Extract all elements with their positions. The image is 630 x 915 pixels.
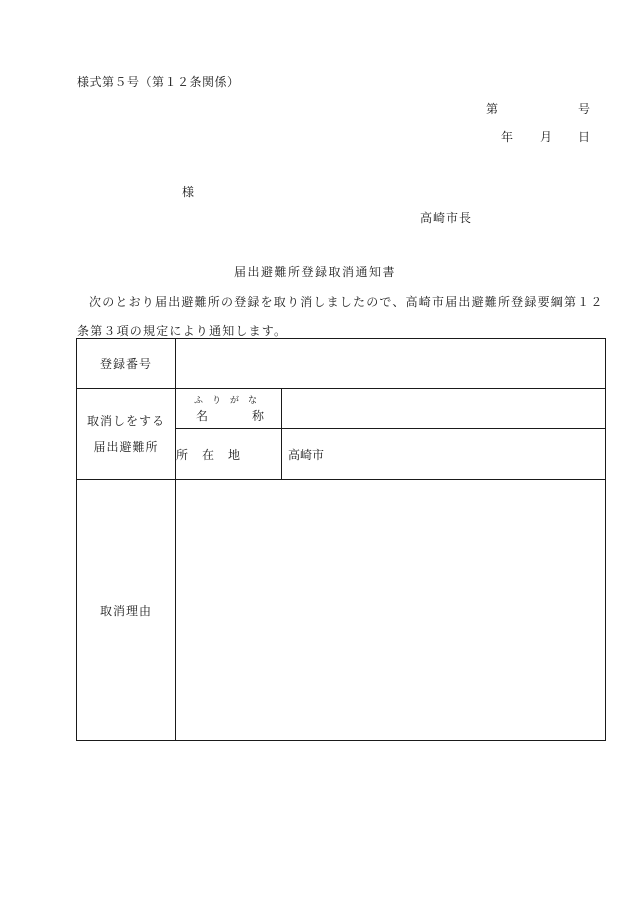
location-label-char3: 地: [228, 447, 241, 462]
document-number-suffix: 号: [578, 102, 591, 116]
addressee-honorific: 様: [182, 185, 195, 199]
name-label: [176, 408, 281, 424]
cancellation-form-table: [76, 338, 606, 741]
name-label-part1: 名: [196, 408, 209, 423]
cancel-reason-value[interactable]: [176, 480, 606, 741]
registration-number-row: [77, 339, 606, 389]
shelter-name-label: [176, 389, 282, 429]
document-number-prefix: 第: [486, 102, 499, 116]
cancel-target-label-line2: 届出避難所: [93, 440, 159, 454]
location-label-char2: 在: [202, 447, 215, 462]
cancel-reason-row: [77, 480, 606, 741]
shelter-name-value[interactable]: [282, 389, 606, 429]
notice-body-text: 次のとおり届出避難所の登録を取り消しましたので、高崎市届出避難所登録要綱第１２条第３項の規定により通知します。: [77, 295, 604, 338]
cancel-target-label-line1: 取消しをする: [86, 414, 165, 428]
form-number: 様式第５号（第１２条関係）: [77, 75, 240, 89]
location-value[interactable]: 高崎市: [282, 429, 606, 480]
furigana-label: ふりがな: [194, 395, 267, 406]
name-label-part2: 称: [252, 408, 265, 423]
document-title: 届出避難所登録取消通知書: [233, 265, 396, 279]
registration-number-label: 登録番号: [77, 339, 176, 389]
cancel-reason-label: 取消理由: [77, 480, 176, 741]
location-label-char1: 所: [176, 447, 189, 462]
shelter-name-row: [77, 389, 606, 429]
date-month-label: 月: [540, 130, 553, 144]
location-label: [176, 429, 282, 480]
date-year-label: 年: [501, 130, 514, 144]
cancel-target-label: [77, 389, 176, 480]
date-day-label: 日: [578, 130, 591, 144]
sender-name: 高崎市長: [420, 211, 473, 225]
registration-number-value[interactable]: [176, 339, 606, 389]
